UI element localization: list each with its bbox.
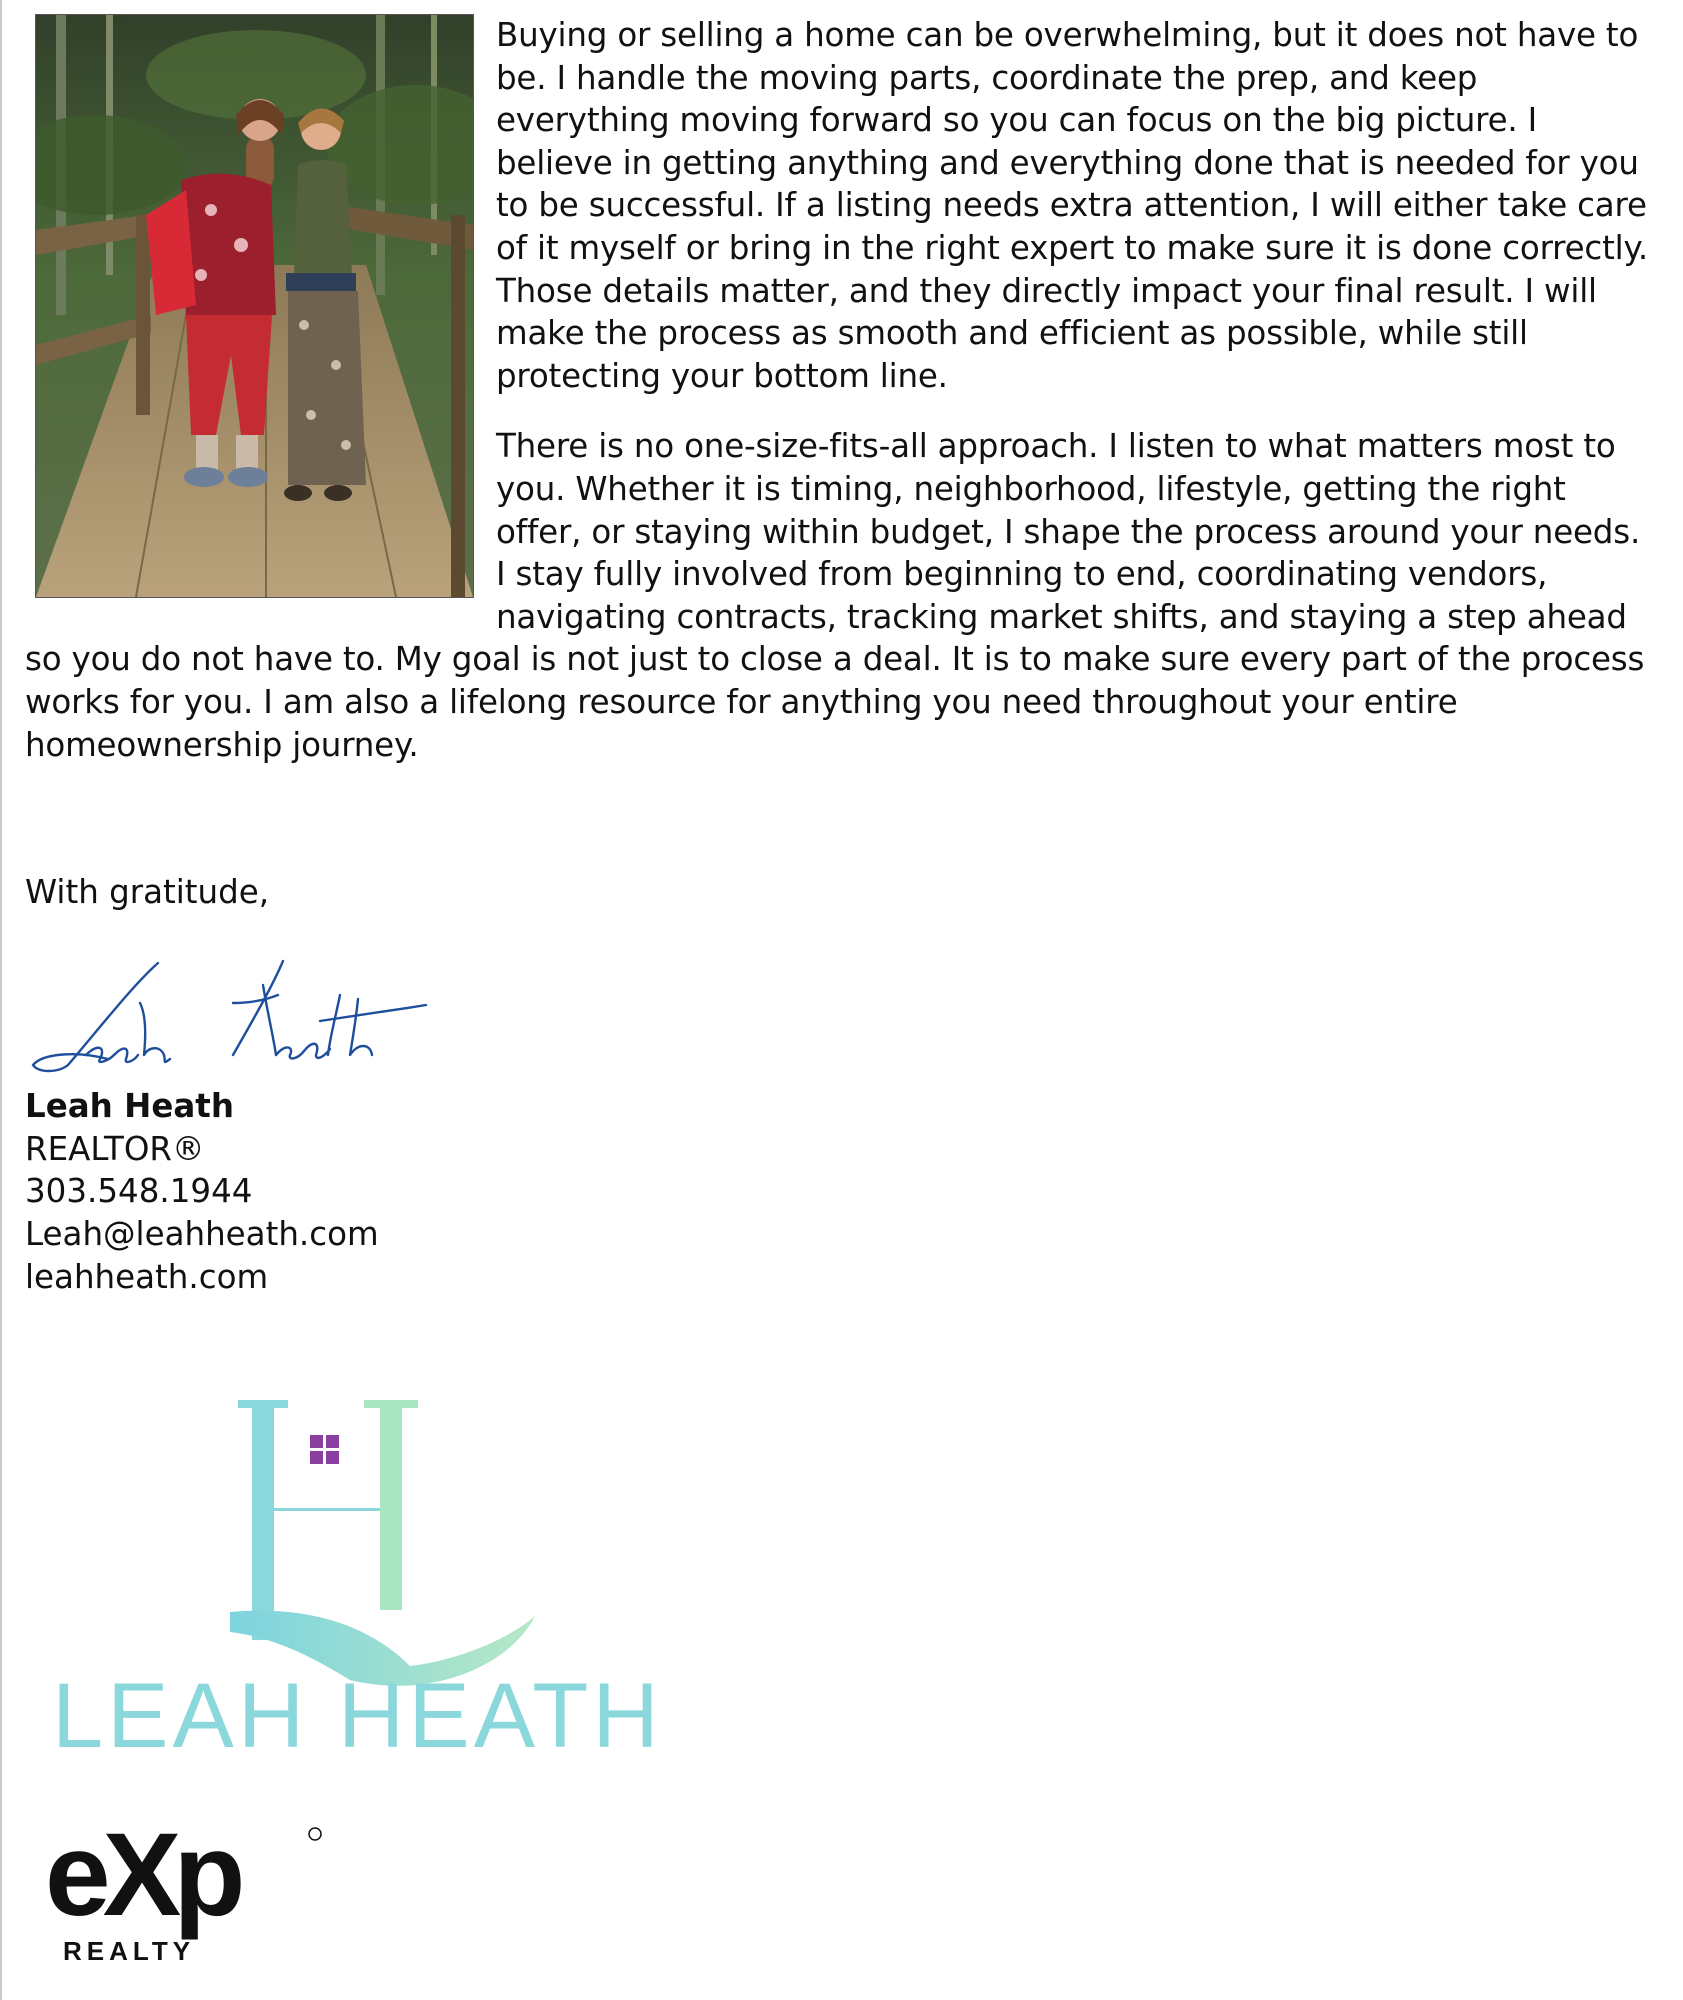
contact-name: Leah Heath [25, 1087, 234, 1125]
logo-window-square [310, 1451, 323, 1464]
signature-image [28, 955, 448, 1075]
exp-wordmark: eXp [45, 1820, 238, 1941]
contact-block [25, 1085, 379, 1299]
logo-right-stem [380, 1400, 402, 1610]
contact-title: REALTOR® [25, 1129, 205, 1168]
letter-body [25, 14, 1655, 794]
logo-left-stem [252, 1400, 274, 1640]
paragraph-1: Buying or selling a home can be overwhelming, but it does not have to be. I handle the moving parts, coordinate the prep, and keep everything moving forward so you can focus on the big picture. I believe in getting anything and everything done that is needed for you to be successful. If a listing needs extra attention, I will either take care of it myself or bring in the right expert to make sure it is done correctly. Those details matter, and they directly impact your final result. I will make the process as smooth and efficient as possible, while still protecting your bottom line. [496, 16, 1648, 395]
paragraph-2: There is no one-size-fits-all approach. I listen to what matters most to you. Whether it is timing, neighborhood, lifestyle, getting the right offer, or staying within budget, I shape the process around your needs. I stay fully involved from beginning to end, coordinating vendors, navigating contracts, tracking market shifts, and staying a step ahead so you do not have to. My goal is not just to close a deal. It is to make sure every part of the process works for you. I am also a lifelong resource for anything you need throughout your entire homeownership journey. [25, 427, 1645, 764]
photo-illustration [36, 15, 473, 597]
exp-realty-label: REALTY [63, 1936, 196, 1966]
logo-window-square [326, 1451, 339, 1464]
registered-mark-icon [309, 1828, 321, 1840]
contact-website: leahheath.com [25, 1257, 269, 1296]
contact-phone: 303.548.1944 [25, 1172, 253, 1211]
logo-wordmark: LEAH HEATH [52, 1665, 663, 1760]
contact-email: Leah@leahheath.com [25, 1215, 379, 1254]
exp-realty-logo [45, 1820, 335, 1970]
page-edge-line [0, 0, 2, 2000]
logo-window-square [326, 1435, 339, 1448]
closing-line: With gratitude, [25, 873, 270, 911]
logo-window-square [310, 1435, 323, 1448]
leah-heath-logo [50, 1390, 680, 1760]
portrait-photo [35, 14, 474, 598]
